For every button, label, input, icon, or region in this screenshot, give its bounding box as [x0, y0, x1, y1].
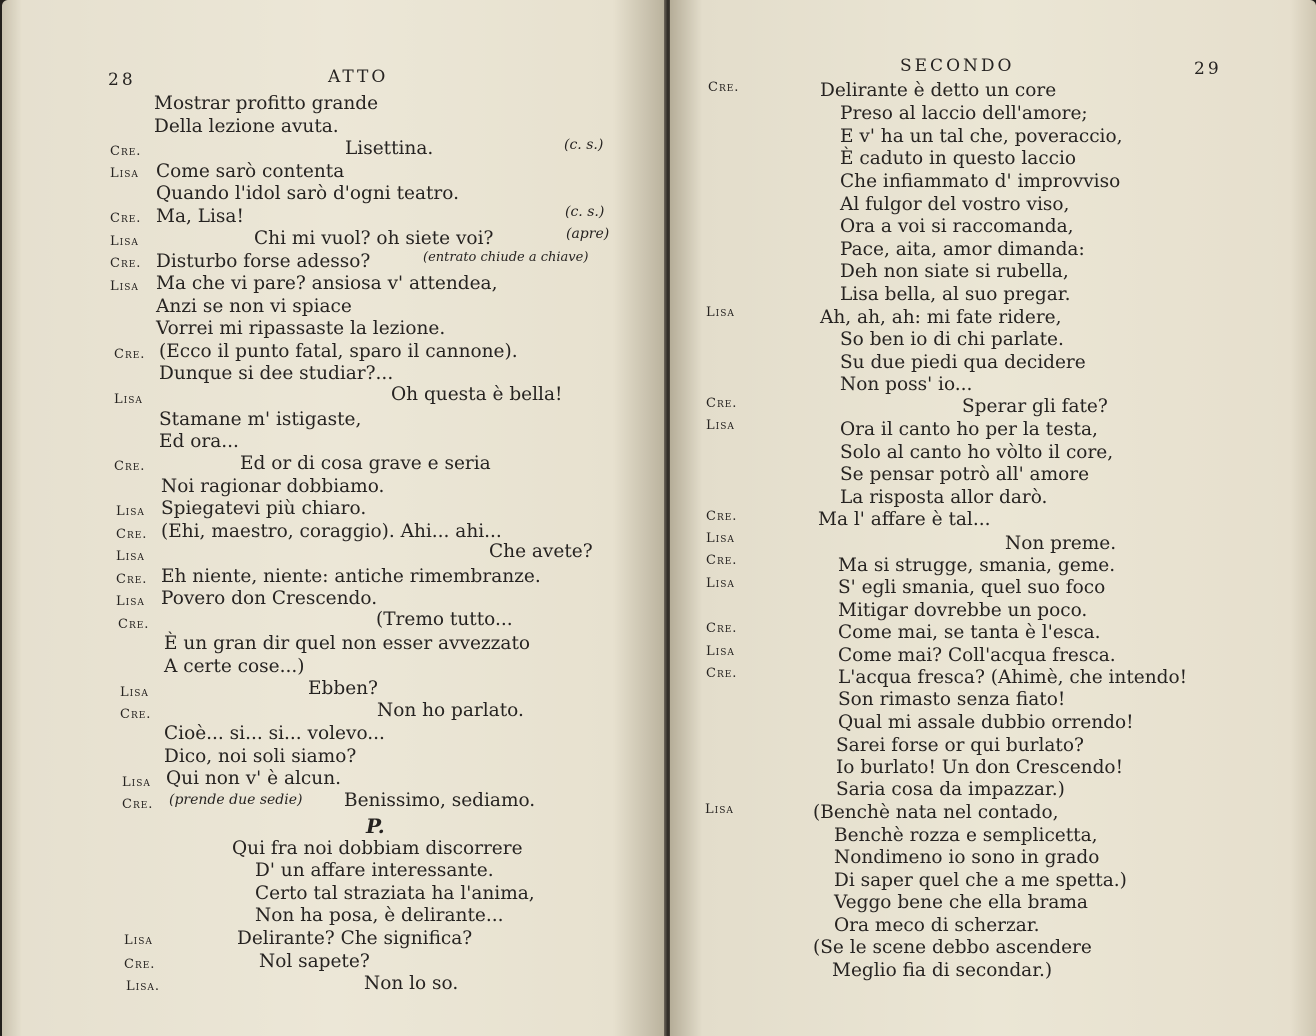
speaker-label: Lisa [110, 234, 139, 249]
verse-line: Che infiammato d' improvviso [840, 171, 1121, 192]
speaker-label: Cre. [110, 211, 142, 226]
verse-line: A certe cose...) [164, 656, 305, 677]
verse-line: Nol sapete? [259, 951, 370, 972]
speaker-label: Lisa [116, 504, 145, 519]
verse-line: Ah, ah, ah: mi fate ridere, [820, 307, 1062, 328]
verse-line: Se pensar potrò all' amore [840, 464, 1090, 485]
verse-line: Qui non v' è alcun. [166, 768, 341, 789]
verse-line: Benissimo, sediamo. [344, 790, 536, 811]
speaker-label: Lisa [116, 594, 145, 609]
verse-line: Saria cosa da impazzar.) [836, 779, 1065, 800]
verse-line: Ma, Lisa! [156, 206, 244, 227]
verse-line: Vorrei mi ripassaste la lezione. [156, 318, 446, 339]
verse-line: Sperar gli fate? [962, 396, 1108, 417]
verse-line: Certo tal straziata ha l'anima, [255, 883, 535, 904]
speaker-label: Cre. [120, 707, 152, 722]
verse-line: Non ho parlato. [377, 700, 524, 721]
right-page [670, 0, 1316, 1036]
verse-line: Meglio fia di secondar.) [832, 960, 1053, 981]
stage-direction: (prende due sedie) [169, 792, 303, 808]
verse-line: Ebben? [308, 678, 378, 699]
speaker-label: Lisa [110, 166, 139, 181]
verse-line: Qual mi assale dubbio orrendo! [838, 712, 1134, 733]
speaker-label: Lisa [706, 418, 735, 433]
verse-line: Veggo bene che ella brama [834, 892, 1088, 913]
stage-direction: (c. s.) [564, 137, 604, 153]
speaker-label: Cre. [706, 621, 738, 636]
verse-line: Noi ragionar dobbiamo. [161, 476, 385, 497]
verse-line: (Benchè nata nel contado, [813, 802, 1059, 823]
speaker-label: Lisa [706, 644, 735, 659]
stage-direction: (c. s.) [565, 204, 605, 220]
running-header: ATTO [328, 67, 389, 87]
speaker-label: Lisa [706, 531, 735, 546]
verse-line: Chi mi vuol? oh siete voi? [254, 228, 494, 249]
verse-line: Che avete? [489, 541, 593, 562]
ornament: P. [366, 814, 385, 838]
verse-line: Pace, aita, amor dimanda: [840, 239, 1085, 260]
speaker-label: Cre. [124, 957, 156, 972]
verse-line: Cioè... si... si... volevo... [164, 723, 385, 744]
page-number: 28 [108, 70, 136, 90]
verse-line: La risposta allor darò. [840, 487, 1048, 508]
speaker-label: Cre. [706, 553, 738, 568]
verse-line: Preso al laccio dell'amore; [840, 103, 1088, 124]
verse-line: Dico, noi soli siamo? [164, 746, 357, 767]
speaker-label: Lisa [116, 549, 145, 564]
speaker-label: Cre. [116, 527, 148, 542]
speaker-label: Cre. [706, 666, 738, 681]
verse-line: Ma che vi pare? ansiosa v' attendea, [156, 273, 498, 294]
verse-line: (Se le scene debbo ascendere [813, 937, 1092, 958]
speaker-label: Cre. [122, 797, 154, 812]
verse-line: Delirante è detto un core [820, 80, 1057, 101]
speaker-label: Cre. [706, 396, 738, 411]
verse-line: È un gran dir quel non esser avvezzato [164, 633, 531, 654]
verse-line: Stamane m' istigaste, [159, 409, 362, 430]
verse-line: Mostrar profitto grande [154, 93, 379, 114]
speaker-label: Cre. [110, 256, 142, 271]
left-page [2, 0, 666, 1036]
verse-line: Su due piedi qua decidere [840, 352, 1086, 373]
verse-line: Ed ora... [159, 431, 239, 452]
speaker-label: Lisa [114, 392, 143, 407]
speaker-label: Cre. [110, 144, 142, 159]
stage-direction: (apre) [566, 226, 610, 242]
verse-line: E v' ha un tal che, poveraccio, [840, 126, 1123, 147]
speaker-label: Cre. [114, 459, 146, 474]
verse-line: Delirante? Che significa? [237, 928, 473, 949]
speaker-label: Lisa [124, 933, 153, 948]
running-header: SECONDO [900, 56, 1015, 76]
speaker-label: Lisa [706, 305, 735, 320]
verse-line: Al fulgor del vostro viso, [840, 194, 1070, 215]
verse-line: Come sarò contenta [156, 161, 345, 182]
verse-line: Di saper quel che a me spetta.) [834, 870, 1127, 891]
verse-line: È caduto in questo laccio [840, 148, 1077, 169]
verse-line: L'acqua fresca? (Ahimè, che intendo! [838, 667, 1188, 688]
verse-line: Oh questa è bella! [391, 384, 563, 405]
verse-line: Ora a voi si raccomanda, [840, 216, 1074, 237]
verse-line: Ed or di cosa grave e seria [240, 453, 491, 474]
verse-line: S' egli smania, quel suo foco [838, 577, 1106, 598]
verse-line: So ben io di chi parlate. [840, 329, 1064, 350]
verse-line: Ora il canto ho per la testa, [840, 419, 1098, 440]
verse-line: Nondimeno io sono in grado [834, 847, 1100, 868]
verse-line: Non lo so. [364, 973, 459, 994]
verse-line: Dunque si dee studiar?... [159, 363, 394, 384]
verse-line: (Tremo tutto... [376, 609, 513, 630]
speaker-label: Lisa [122, 775, 151, 790]
verse-line: D' un affare interessante. [255, 860, 494, 881]
speaker-label: Cre. [706, 509, 738, 524]
verse-line: Disturbo forse adesso? [156, 251, 371, 272]
verse-line: Non preme. [1005, 533, 1117, 554]
verse-line: (Ecco il punto fatal, sparo il cannone). [159, 341, 518, 362]
verse-line: Lisa bella, al suo pregar. [840, 284, 1071, 305]
speaker-label: Lisa [705, 802, 734, 817]
verse-line: Come mai, se tanta è l'esca. [838, 622, 1101, 643]
verse-line: Povero don Crescendo. [161, 588, 378, 609]
verse-line: Son rimasto senza fiato! [838, 689, 1066, 710]
verse-line: Anzi se non vi spiace [156, 296, 352, 317]
verse-line: Qui fra noi dobbiam discorrere [232, 838, 523, 859]
verse-line: Ora meco di scherzar. [834, 915, 1040, 936]
speaker-label: Cre. [118, 617, 150, 632]
speaker-label: Lisa [120, 685, 149, 700]
verse-line: Deh non siate si rubella, [840, 261, 1069, 282]
verse-line: Ma si strugge, smania, geme. [838, 555, 1116, 576]
verse-line: Spiegatevi più chiaro. [161, 498, 367, 519]
speaker-label: Lisa [706, 576, 735, 591]
verse-line: Come mai? Coll'acqua fresca. [838, 645, 1116, 666]
verse-line: (Ehi, maestro, coraggio). Ahi... ahi... [161, 521, 502, 542]
verse-line: Della lezione avuta. [154, 116, 339, 137]
speaker-label: Cre. [114, 347, 146, 362]
speaker-label: Cre. [708, 80, 740, 95]
verse-line: Mitigar dovrebbe un poco. [838, 600, 1088, 621]
verse-line: Io burlato! Un don Crescendo! [836, 757, 1124, 778]
verse-line: Benchè rozza e semplicetta, [834, 825, 1098, 846]
verse-line: Eh niente, niente: antiche rimembranze. [161, 566, 541, 587]
stage-direction: (entrato chiude a chiave) [423, 250, 589, 265]
speaker-label: Lisa [110, 279, 139, 294]
verse-line: Ma l' affare è tal... [818, 509, 991, 530]
speaker-label: Lisa. [126, 979, 160, 994]
verse-line: Non poss' io... [840, 374, 973, 395]
verse-line: Non ha posa, è delirante... [255, 905, 504, 926]
speaker-label: Cre. [116, 572, 148, 587]
page-number: 29 [1194, 59, 1222, 79]
verse-line: Quando l'idol sarò d'ogni teatro. [156, 183, 459, 204]
verse-line: Sarei forse or qui burlato? [836, 735, 1084, 756]
verse-line: Solo al canto ho vòlto il core, [840, 442, 1114, 463]
verse-line: Lisettina. [345, 138, 434, 159]
